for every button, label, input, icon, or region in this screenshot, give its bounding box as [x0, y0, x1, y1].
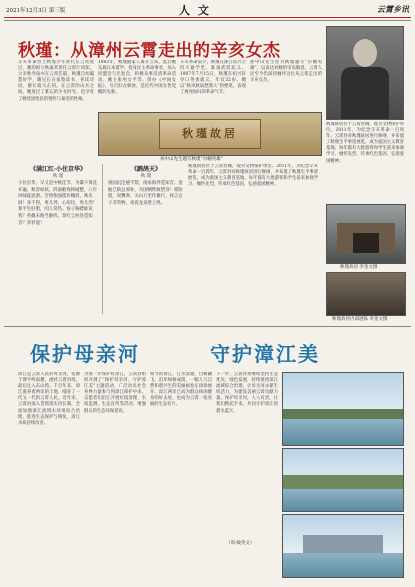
poem-2 — [108, 164, 184, 207]
article-col-1: 辛亥革命烈士秋瑾少年时代在云霄度过，她的祖父秋嘉禾曾任云霄厅同知，父亲秋寿南亦在云霄任职。秋瑾自幼聪慧好学，随兄长在家塾读书，喜读诗词，擅长骑马击剑。在云霄的山水之间，她度过了难忘的少女时光，也孕育了她忧国忧民的情怀与豪迈的性格。 — [18, 60, 94, 102]
article-col-6: 秋瑾故居位于云霄县城，现为文物保护单位。2011年，为纪念辛亥革命一百周年，云霄县对秋瑾故居进行修缮，并布置了秋瑾生平事迹展览，成为爱国主义教育基地。每年都有大批游客和学生前来参观学习，缅怀先烈，传承红色基因，弘扬爱国精神。 — [188, 164, 318, 188]
poem-2-title: 《鹧鸪天》 — [130, 166, 161, 173]
header-rule — [4, 17, 411, 18]
feature2-title-right: 守护漳江美 — [210, 342, 320, 366]
section-title: 人 文 — [179, 4, 211, 17]
exhibit-caption: 秋瑾故居内部展陈 李金文摄 — [332, 317, 388, 322]
article-col-4: 孙中山先生曾为秋瑾题写“巾帼英雄”，以表达对她的崇高敬意。云霄人民至今仍深切缅怀这位从云霄走出的辛亥女杰。 — [250, 60, 322, 84]
river-col-4: 下一步，云霄县将继续坚持生态优先、绿色发展，持续推进漳江流域综合治理，让母亲河永葆生机活力，为建设美丽云霄贡献力量。保护母亲河，人人有责，让我们携起手来，共同守护漳江的碧水蓝天。 — [216, 372, 278, 414]
article-col-5: 秋瑾故居位于云霄县城，现为文物保护单位。2011年，为纪念辛亥革命一百周年，云霄县对秋瑾故居进行修缮，并布置了秋瑾生平事迹展览，成为爱国主义教育基地。每年都有大批游客和学生前来参观学习，缅怀先烈，传承红色基因，弘扬爱国精神。 — [326, 122, 404, 164]
poem-1-author: 秋 瑾 — [52, 174, 64, 179]
river-col-1: 漳江是云霄人民的母亲河，发源于博平岭南麓，流经云霄县境，最后注入东山湾。千百年来，漳江滋养着两岸的土地，哺育了一代又一代的云霄人民。近年来，云霄县深入贯彻落实河长制，全面加强漳江流域水环境综合治理，推进生态保护与修复，漳江水质持续改善。 — [18, 372, 80, 426]
plaque-photo — [98, 112, 322, 156]
river-photo-1 — [282, 372, 404, 446]
poem-2-author: 秋 瑾 — [140, 174, 152, 179]
river-photo-3 — [282, 514, 404, 578]
issue-date: 2021年12月3日 第三版 — [6, 8, 66, 14]
poem-1-text: 小住京华，早又是中秋佳节。为篱下黄花开遍，秋容如拭。四面歌残终破楚，八年风味徒思浙。苦将侬强派作蛾眉，殊未屑！身不得，男儿列，心却比，男儿烈！算平生肝胆，因人常热。俗子胸襟谁识我？英雄末路当磨折。莽红尘何处觅知音？青衫湿！ — [18, 181, 98, 226]
feature2-title-left: 保护母亲河 — [30, 342, 140, 366]
river-col-2: 为进一步保护好漳江，云霄县组织开展了“保护母亲河，守护漳江美”主题活动，广泛动员社会各界力量参与到漳江保护中来。志愿者们沿江开展垃圾清理、水质监测、生态宣传等活动，增强群众的生态环保意识。 — [84, 372, 146, 414]
article-col-2: 1893年，秋瑾随家人离开云霄。此后她东渡日本留学，投身民主革命事业，加入同盟会与光复会，积极从事反清革命活动。她主张男女平等，创办《中国女报》，号召妇女解放，是近代中国女性觉醒的先驱。 — [98, 60, 176, 96]
river-credit: （周·殿英文） — [226, 541, 255, 546]
poem-2-text: 祖国沉沦感不禁，闲来海外觅知音。金瓯已缺总须补，为国牺牲敢惜身！嗟险阻，叹飘零，关山万里作雄行。休言女子非英物，夜夜龙泉壁上鸣。 — [108, 181, 183, 206]
portrait-photo — [326, 26, 404, 120]
poem-divider — [102, 164, 103, 314]
plaque-sign: 秋瑾故居 — [159, 119, 261, 149]
river-photo-2 — [282, 448, 404, 512]
house-caption: 秋瑾故居 李金文摄 — [340, 265, 378, 270]
plaque-caption: 孙中山先生题写秋瑾“巾帼英雄” — [160, 157, 224, 162]
header-rule-thin — [4, 20, 411, 21]
river-col-3: 如今的漳江，江水清澈，白鹭翩飞，沿岸绿树成荫，一幅人与自然和谐共生的美丽画卷正徐徐展开。漳江两岸已成为群众休闲健身的好去处，也成为云霄一张亮丽的生态名片。 — [150, 372, 212, 408]
poem-1-title: 《满江红·小住京华》 — [29, 166, 87, 173]
article-col-3: 辛亥革命前夕，秋瑾在浙江绍兴主持大通学堂，准备武装起义。1907年7月15日，秋瑾在绍兴轩亭口英勇就义，年仅32岁。她以“秋风秋雨愁煞人”的绝笔，表现了视死如归的革命气节。 — [180, 60, 246, 96]
exhibit-photo — [326, 272, 406, 316]
feature-title: 秋瑾：从漳州云霄走出的辛亥女杰 — [18, 41, 281, 61]
page-header — [4, 3, 411, 17]
paper-name: 云霄乡讯 — [377, 4, 409, 14]
poem-1 — [18, 164, 98, 227]
house-photo — [326, 204, 406, 264]
section-divider — [4, 326, 411, 327]
